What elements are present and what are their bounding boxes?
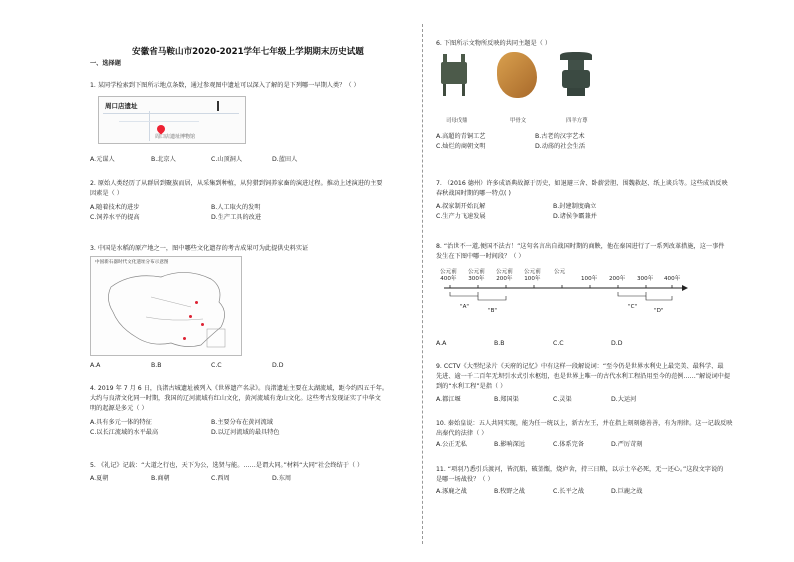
site-marker [201,323,204,326]
q2-option-a[interactable]: A.随着技术的进步 [90,204,140,211]
q6-option-d[interactable]: D.动荡的社会生活 [535,143,586,150]
segment-label-c: "C" [628,304,638,310]
tick-label: 100年 [581,276,598,282]
q5-stem: 5. 《礼记》记载：“大道之行也，天下为公，选贤与能。……是谓大同。”材料“大同”社会终结于（ ） [90,462,364,469]
q11-option-d[interactable]: D.巨鹿之战 [611,488,643,495]
q11-stem-line2: 是哪一场战役？（ ） [436,476,494,483]
q3-option-a[interactable]: A.A [90,362,101,369]
q1-map-image [98,96,246,144]
q2-option-b[interactable]: B.人工取火的发明 [211,204,261,211]
q3-map-title: 中国新石器时代文化遗址分布示意图 [95,260,169,265]
caption-ding: 司母戊鼎 [446,118,468,124]
q10-stem-line1: 10. 秦始皇说：五人共同实现，能为任一统以上，新古左王，并在指上刻刻德善善，有为刑律。这一记载反映 [436,420,733,427]
q1-stem: 1. 某同学检索到下图所示地点条数，通过参观图中遗址可以深入了解的是下列哪一早期人类？（ ） [90,82,360,89]
q5-option-a[interactable]: A.夏朝 [90,475,109,482]
q2-stem-line1: 2. 原始人类经历了从群居到聚族而居，从采集到种植，从狩猎到饲养家畜的演进过程。推动上述演进的主要 [90,180,383,187]
q10-option-c[interactable]: C.体系完备 [553,441,585,448]
tick-label: 400年 [664,276,681,282]
artifact-ding-image [437,52,471,96]
q11-option-c[interactable]: C.长平之战 [553,488,585,495]
q9-option-d[interactable]: D.大运河 [611,396,637,403]
q9-stem-line3: 到的“水利工程”是指（ ） [436,383,507,390]
q9-stem-line2: 先进、逾一千二百年无坝引水式引水枢纽，也是世界上唯一的古代水利工程沿用至今的范例……”解说词中提 [436,373,731,380]
q4-stem-line1: 4. 2019 年 7 月 6 日，良渚古城遗址被列入《世界遗产名录》。良渚遗址主要在太湖流域，距今约四五千年。 [90,385,389,392]
q4-option-a[interactable]: A.具有多元一体的特征 [90,419,152,426]
q6-option-a[interactable]: A.高超的青铜工艺 [436,133,486,140]
q8-stem-line1: 8. “治世不一道,便国不法古！”这句名言出自战国时期的商鞅，他在秦国进行了一系列改革措施，这一事件 [436,243,725,250]
q10-option-b[interactable]: B.影响深远 [494,441,525,448]
tick-label: 公元前 400年 [440,269,457,282]
q11-option-a[interactable]: A.涿鹿之战 [436,488,467,495]
q7-stem-line1: 7. （2016 德州）许多成语典故源于历史，如退避三舍、卧薪尝胆、围魏救赵、纸上谈兵等。这些成语反映 [436,180,728,187]
segment-label-b: "B" [488,308,497,314]
q7-option-a[interactable]: A.叔家制开始瓦解 [436,203,486,210]
q6-stem: 6. 下图所示文物所反映的共同主题是（ ） [436,40,552,47]
caption-oracle-bone: 甲骨文 [510,118,527,124]
q8-option-c[interactable]: C.C [553,340,564,347]
q3-option-c[interactable]: C.C [211,362,222,369]
q1-image-caption: 周口店遗址博物馆 [155,134,196,140]
segment-label-d: "D" [654,308,664,314]
q2-option-d[interactable]: D.生产工具的改进 [211,214,262,221]
column-divider [422,24,423,544]
q11-stem-line1: 11. “项羽乃悉引兵渡河，皆沉船，破釜甑，烧庐舍，持三日粮，以示士卒必死，无一还心。”这段文字说的 [436,466,724,473]
q4-option-c[interactable]: C.以长江流域的水平最高 [90,429,159,436]
q1-option-a[interactable]: A.元谋人 [90,156,115,163]
timeline-figure [440,266,688,322]
china-map-outline [91,257,241,355]
section-heading: 一、选择题 [90,60,121,67]
q7-option-c[interactable]: C.生产力飞速发展 [436,213,486,220]
artifact-oracle-bone-image [497,52,537,98]
q7-option-d[interactable]: D.诸侯争霸兼并 [553,213,597,220]
q5-option-c[interactable]: C.西周 [211,475,230,482]
site-marker [183,337,186,340]
q4-stem-line2: 大约与良渚文化同一时期，我国的辽河流域有红山文化，黄河流域有龙山文化。这些考古发现证实了中华文 [90,395,381,402]
q10-stem-line2: 出秦代的法律（ ） [436,430,488,437]
tick-label: 公元 [554,269,566,275]
q6-option-b[interactable]: B.古老的汉字艺术 [535,133,585,140]
q1-option-b[interactable]: B.北京人 [151,156,176,163]
q9-option-c[interactable]: C.灵渠 [553,396,572,403]
q1-option-c[interactable]: C.山顶洞人 [211,156,243,163]
q1-image-title: 周口店遗址 [105,102,138,110]
q7-option-b[interactable]: B.封建制度确立 [553,203,597,210]
q2-option-c[interactable]: C.饲养水平的提高 [90,214,140,221]
q9-stem-line1: 9. CCTV《大型纪录片《天府的记忆》中有这样一段解说词：“至今仍是世界水利史上最完美、最科学、最 [436,363,724,370]
q11-option-b[interactable]: B.牧野之战 [494,488,525,495]
q3-stem: 3. 中国是水稻的原产地之一，图中哪些文化遗存的考古成果可为此提供史料实证 [90,245,309,252]
q5-option-b[interactable]: B.商朝 [151,475,170,482]
artifact-zun-image [558,52,594,98]
q3-option-d[interactable]: D.D [272,362,284,369]
q9-option-a[interactable]: A.都江堰 [436,396,461,403]
tick-label: 200年 [609,276,626,282]
q8-option-b[interactable]: B.B [494,340,505,347]
q7-stem-line2: 春秋战国时期的哪一特点( ) [436,190,511,197]
q9-option-b[interactable]: B.郑国渠 [494,396,519,403]
tick-label: 公元前 100年 [524,269,541,282]
q10-option-d[interactable]: D.严厉苛刻 [611,441,643,448]
q8-option-d[interactable]: D.D [611,340,623,347]
q4-stem-line3: 明的起源是多元（ ） [90,405,148,412]
q1-option-d[interactable]: D.蓝田人 [272,156,298,163]
q8-option-a[interactable]: A.A [436,340,447,347]
q10-option-a[interactable]: A.公正无私 [436,441,467,448]
page-title: 安徽省马鞍山市2020-2021学年七年级上学期期末历史试题 [132,47,364,57]
tick-label: 公元前 200年 [496,269,513,282]
segment-label-a: "A" [460,304,469,310]
q2-stem-line2: 因素是（ ） [90,190,123,197]
caption-zun: 四羊方尊 [566,118,588,124]
q8-stem-line2: 发生在下图中哪一时间段？（ ） [436,253,525,260]
q3-map-image [90,256,242,356]
q3-option-b[interactable]: B.B [151,362,162,369]
tick-label: 公元前 300年 [468,269,485,282]
q6-option-c[interactable]: C.灿烂的商朝文明 [436,143,486,150]
site-marker [195,301,198,304]
q4-option-d[interactable]: D.以辽河流域的最具特色 [211,429,280,436]
tick-label: 300年 [637,276,654,282]
site-marker [189,315,192,318]
q4-option-b[interactable]: B.主要分布在黄河流域 [211,419,273,426]
q5-option-d[interactable]: D.东周 [272,475,292,482]
